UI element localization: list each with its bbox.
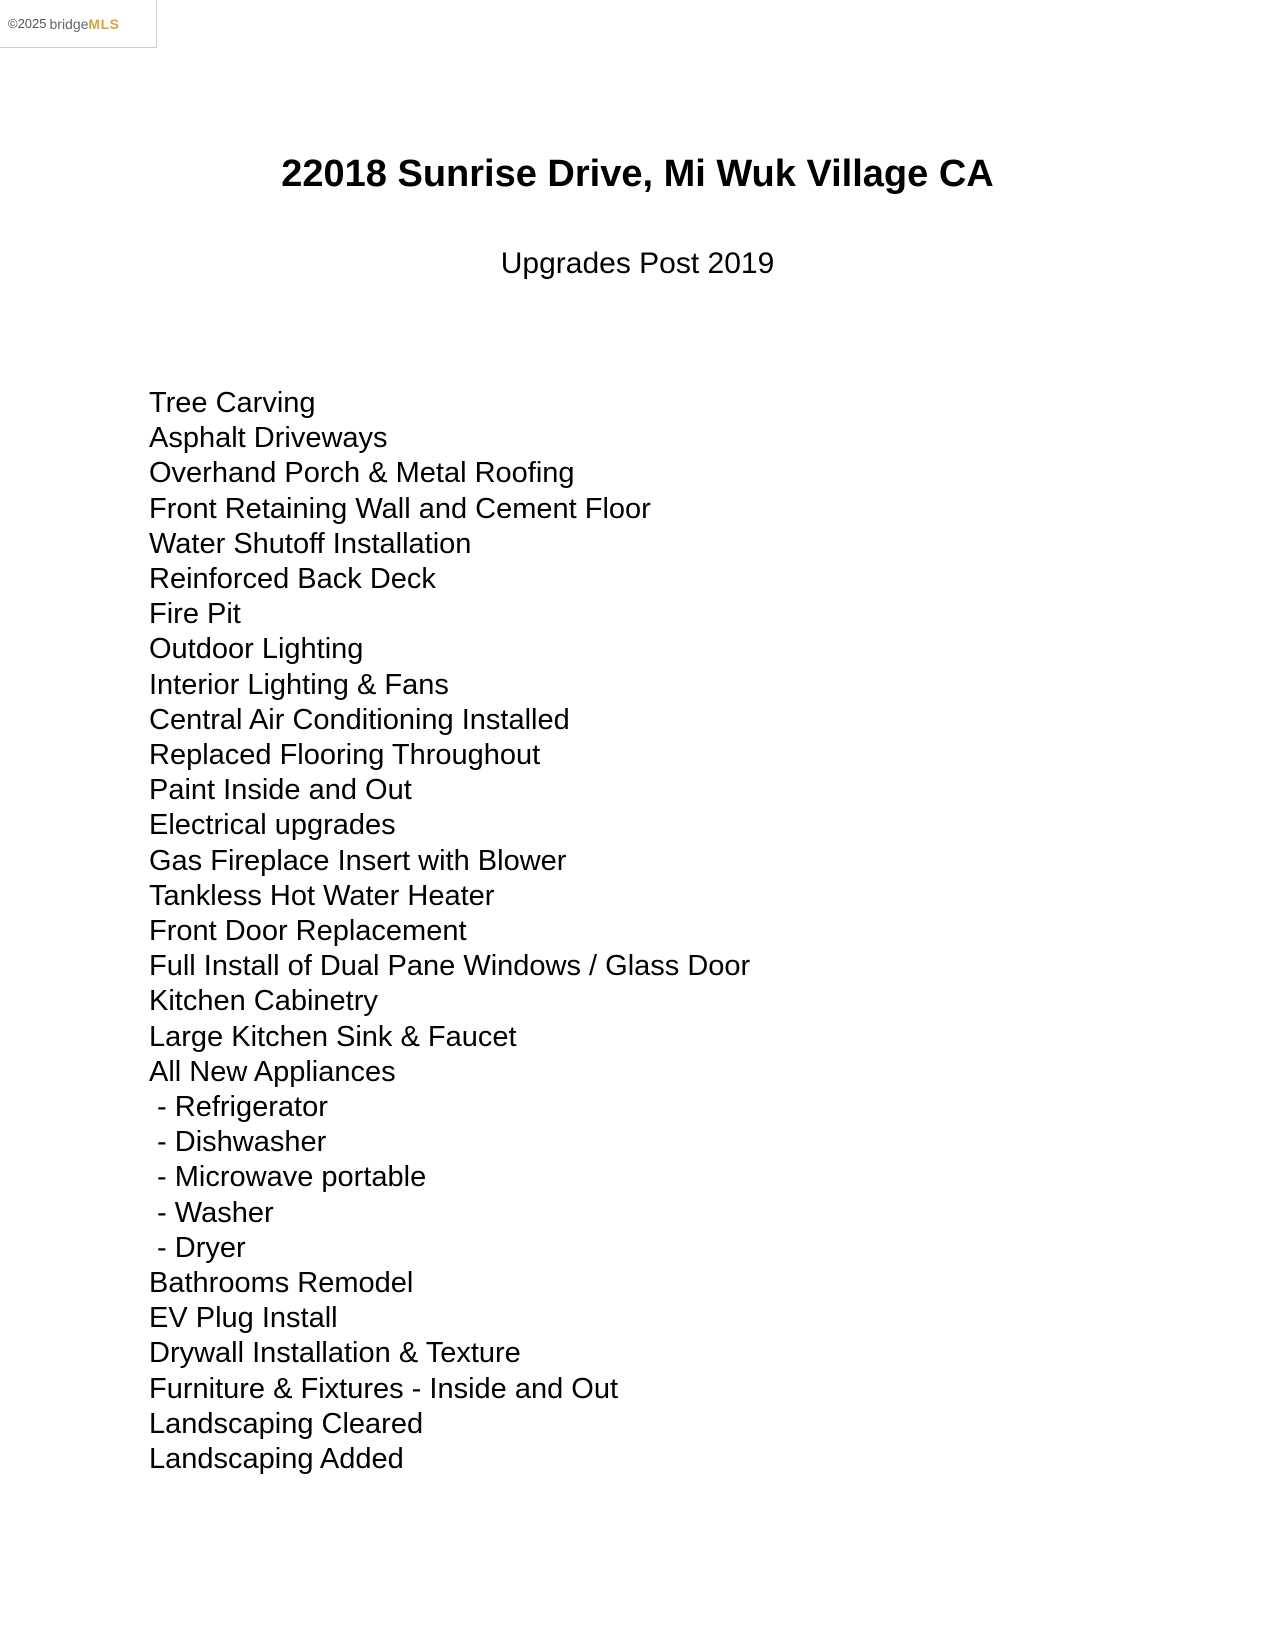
list-item: Reinforced Back Deck — [149, 563, 436, 596]
list-item: - Washer — [149, 1196, 274, 1229]
watermark-brand-mls: MLS — [88, 15, 120, 32]
document-subtitle: Upgrades Post 2019 — [500, 247, 775, 280]
list-item: Front Retaining Wall and Cement Floor — [149, 492, 651, 525]
list-item: - Microwave portable — [149, 1161, 427, 1194]
list-item: Gas Fireplace Insert with Blower — [149, 844, 567, 877]
list-item: - Refrigerator — [149, 1091, 328, 1124]
list-item: EV Plug Install — [149, 1302, 338, 1335]
list-item: Bathrooms Remodel — [149, 1267, 414, 1300]
list-item: Tankless Hot Water Heater — [149, 879, 495, 912]
document-title: 22018 Sunrise Drive, Mi Wuk Village CA — [281, 153, 994, 195]
list-item: Front Door Replacement — [149, 915, 467, 948]
list-item: Water Shutoff Installation — [149, 527, 472, 560]
list-item: Overhand Porch & Metal Roofing — [149, 457, 575, 490]
list-item: Fire Pit — [149, 598, 241, 631]
list-item: All New Appliances — [149, 1055, 396, 1088]
list-item: Outdoor Lighting — [149, 633, 364, 666]
list-item: Tree Carving — [149, 387, 316, 419]
list-item: - Dryer — [149, 1231, 246, 1264]
watermark-copyright: ©2025 — [8, 16, 47, 31]
list-item: Furniture & Fixtures - Inside and Out — [149, 1372, 619, 1405]
list-item: Asphalt Driveways — [149, 422, 388, 455]
list-item: - Dishwasher — [149, 1126, 327, 1159]
list-item: Paint Inside and Out — [149, 774, 412, 807]
list-item: Kitchen Cabinetry — [149, 985, 378, 1018]
list-item: Drywall Installation & Texture — [149, 1337, 521, 1370]
list-item: Central Air Conditioning Installed — [149, 703, 570, 736]
list-item: Large Kitchen Sink & Faucet — [149, 1020, 517, 1053]
watermark-brand-bridge: bridge — [49, 15, 89, 32]
list-item: Electrical upgrades — [149, 809, 396, 842]
list-item: Full Install of Dual Pane Windows / Glass Door — [149, 950, 751, 983]
list-item: Landscaping Cleared — [149, 1407, 424, 1440]
list-item: Replaced Flooring Throughout — [149, 739, 541, 772]
bridgemls-watermark-logo — [0, 0, 157, 48]
upgrades-list — [149, 386, 750, 1477]
list-item: Interior Lighting & Fans — [149, 668, 449, 701]
list-item: Landscaping Added — [149, 1443, 404, 1476]
